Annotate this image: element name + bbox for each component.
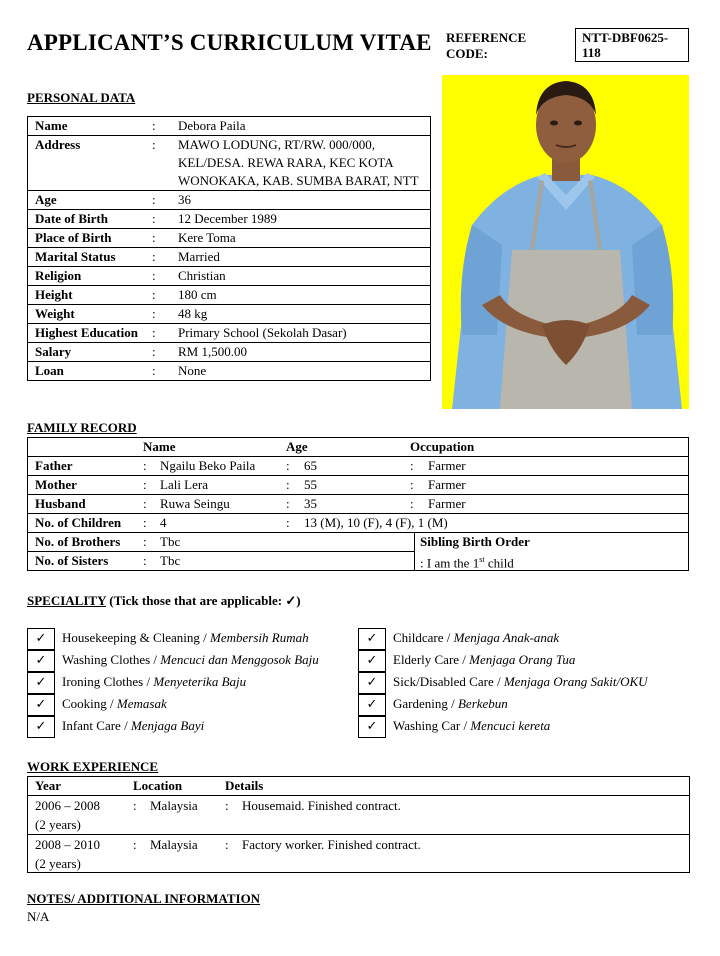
pd-row-age: Age : 36 [28, 191, 430, 210]
pd-row-religion: Religion : Christian [28, 267, 430, 286]
checkbox-checked[interactable]: ✓ [27, 650, 55, 672]
checkbox-checked[interactable]: ✓ [27, 716, 55, 738]
pd-row-address: Address : MAWO LODUNG, RT/RW. 000/000, KEL/DESA. REWA RARA, KEC KOTA WONOKAKA, KAB. SUMBA BARAT, NTT [28, 136, 430, 191]
pd-row-education: Highest Education : Primary School (Sekolah Dasar) [28, 324, 430, 343]
pd-row-height: Height : 180 cm [28, 286, 430, 305]
family-row-father: Father : Ngailu Beko Paila : 65 : Farmer [28, 457, 688, 476]
sibling-birth-order: Sibling Birth Order : I am the 1st child [414, 533, 689, 570]
checkbox-checked[interactable]: ✓ [27, 694, 55, 716]
pd-row-pob: Place of Birth : Kere Toma [28, 229, 430, 248]
checkbox-checked[interactable]: ✓ [27, 628, 55, 650]
family-row-children: No. of Children : 4 : 13 (M), 10 (F), 4 (F), 1 (M) [28, 514, 688, 533]
family-row-sisters: No. of Sisters : Tbc [35, 553, 181, 568]
family-record-heading: FAMILY RECORD [27, 420, 137, 435]
family-header-row: Name Age Occupation [28, 438, 688, 457]
checkbox-checked[interactable]: ✓ [358, 628, 386, 650]
family-siblings-block [28, 533, 688, 571]
reference-code-value: NTT-DBF0625- 118 [575, 28, 689, 62]
pd-row-name: Name : Debora Paila [28, 117, 430, 136]
speciality-heading: SPECIALITY (Tick those that are applicable: ✓) [27, 593, 301, 608]
applicant-photo [442, 75, 689, 409]
notes-heading: NOTES/ ADDITIONAL INFORMATION [27, 891, 261, 906]
work-header-row: Year Location Details [28, 777, 689, 796]
reference-code-label: REFERENCE CODE: [446, 30, 527, 61]
pd-row-loan: Loan : None [28, 362, 430, 381]
personal-data-heading: PERSONAL DATA [27, 90, 136, 105]
work-experience-heading: WORK EXPERIENCE [27, 759, 159, 774]
checkbox-checked[interactable]: ✓ [358, 672, 386, 694]
family-row-brothers: No. of Brothers : Tbc [28, 533, 414, 552]
family-row-husband: Husband : Ruwa Seingu : 35 : Farmer [28, 495, 688, 514]
pd-row-weight: Weight : 48 kg [28, 305, 430, 324]
family-row-mother: Mother : Lali Lera : 55 : Farmer [28, 476, 688, 495]
checkbox-checked[interactable]: ✓ [358, 716, 386, 738]
checkbox-checked[interactable]: ✓ [358, 694, 386, 716]
cv-title: APPLICANT’S CURRICULUM VITAE [27, 30, 432, 55]
work-experience-table [27, 776, 690, 873]
family-record-table [27, 437, 689, 571]
pd-row-marital: Marital Status : Married [28, 248, 430, 267]
notes-text: N/A [27, 909, 50, 924]
work-row: 2006 – 2008 (2 years) : Malaysia : Housemaid. Finished contract. [35, 798, 401, 832]
pd-row-salary: Salary : RM 1,500.00 [28, 343, 430, 362]
personal-data-table [27, 116, 431, 381]
applicant-portrait-illustration [442, 75, 689, 409]
checkbox-checked[interactable]: ✓ [358, 650, 386, 672]
pd-row-dob: Date of Birth : 12 December 1989 [28, 210, 430, 229]
work-row: 2008 – 2010 (2 years) : Malaysia : Factory worker. Finished contract. [28, 834, 689, 872]
checkbox-checked[interactable]: ✓ [27, 672, 55, 694]
